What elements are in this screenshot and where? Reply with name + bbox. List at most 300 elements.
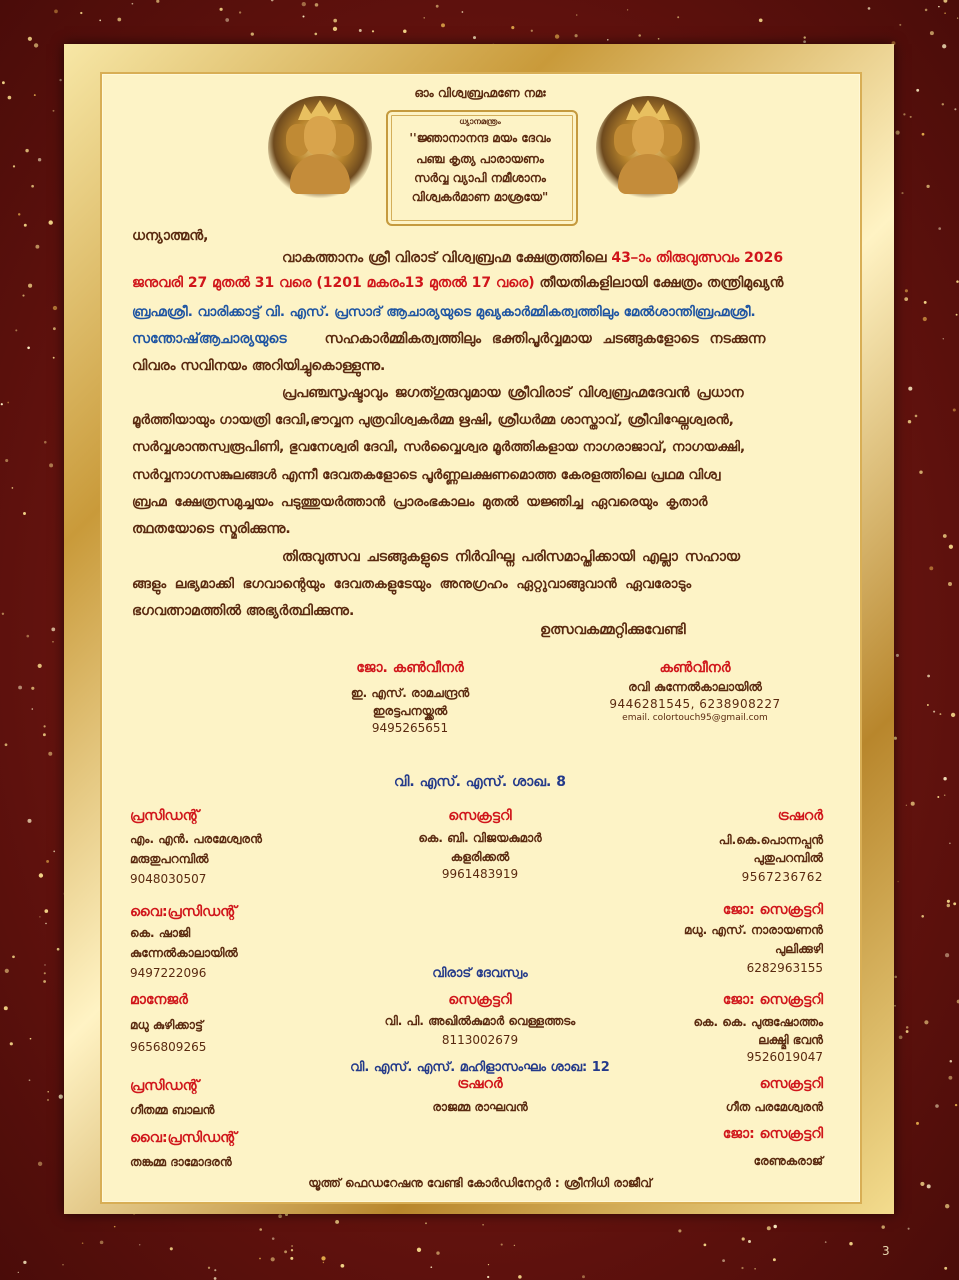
sparkle-dot	[321, 1256, 325, 1260]
sparkle-dot	[53, 327, 56, 330]
sparkle-dot	[441, 23, 445, 27]
sparkle-dot	[897, 881, 898, 882]
sparkle-dot	[425, 1222, 427, 1224]
mahila-treasurer-name: രാജമ്മ രാഘവൻ	[432, 1100, 528, 1114]
sparkle-dot	[29, 1079, 31, 1081]
sparkle-dot	[100, 1241, 104, 1245]
vss-treasurer-phone: 9567236762	[741, 870, 823, 884]
sparkle-dot	[945, 1204, 949, 1208]
sparkle-dot	[302, 2, 306, 6]
sparkle-dot	[944, 795, 945, 796]
devaswom-jt-secretary-role: ജോ: സെക്രട്ടറി	[722, 992, 823, 1008]
sparkle-dot	[34, 43, 38, 47]
sparkle-dot	[582, 1275, 585, 1278]
sparkle-dot	[501, 1244, 503, 1246]
sparkle-dot	[894, 976, 897, 979]
sparkle-dot	[949, 545, 953, 549]
sparkle-dot	[54, 10, 58, 14]
sparkle-dot	[51, 628, 55, 632]
vss-president-role: പ്രസിഡന്റ്	[130, 808, 200, 824]
sparkle-dot	[62, 1264, 63, 1265]
sparkle-dot	[908, 420, 911, 423]
sparkle-dot	[35, 245, 39, 249]
sparkle-dot	[916, 1122, 919, 1125]
sparkle-dot	[7, 402, 9, 404]
vss-title: വി. എസ്. എസ്. ശാഖ. 8	[394, 774, 566, 790]
name-text: സന്തോഷ്ആചാര്യയുടെ	[132, 331, 287, 347]
sparkle-dot	[284, 1250, 287, 1253]
vss-jt-secretary-phone: 6282963155	[746, 961, 823, 975]
letter-line: ങ്ങളും ലഭ്യമാക്കി ഭഗവാന്റെയും ദേവതകളുടേയും അനുഗ്രഹം ഏറ്റുവാങ്ങുവാൻ ഏവരോടും	[132, 576, 692, 592]
sparkle-dot	[27, 819, 31, 823]
sparkle-dot	[954, 108, 956, 110]
vss-vp-name: കെ. ഷാജി	[130, 926, 191, 940]
letter-line	[132, 275, 783, 291]
sparkle-dot	[225, 18, 229, 22]
sparkle-dot	[942, 44, 946, 48]
sparkle-dot	[949, 842, 951, 844]
sparkle-dot	[32, 708, 34, 710]
sparkle-dot	[39, 873, 43, 877]
sparkle-dot	[53, 851, 55, 853]
mantra-title: ധ്യാനമന്ത്രം	[459, 117, 501, 126]
sparkle-dot	[47, 1099, 49, 1101]
sparkle-dot	[868, 7, 871, 10]
sparkle-dot	[704, 1244, 707, 1247]
sparkle-dot	[4, 1006, 8, 1010]
sparkle-dot	[956, 314, 958, 316]
mantra-line: ''ജ്ഞാനാനന്ദ മയം ദേവം	[409, 131, 551, 145]
vss-jt-secretary-role: ജോ: സെക്രട്ടറി	[722, 902, 823, 918]
sparkle-dot	[335, 1220, 339, 1224]
text: സഹകാർമ്മികത്വത്തിലും ഭക്തിപൂർവ്വമായ ചടങ്ങുകളോടെ നടക്കുന്ന	[324, 331, 766, 347]
sparkle-dot	[59, 1095, 63, 1099]
sparkle-dot	[896, 131, 900, 135]
sparkle-dot	[80, 12, 82, 14]
sparkle-dot	[935, 1104, 939, 1108]
sparkle-dot	[576, 14, 578, 16]
sparkle-dot	[12, 955, 15, 958]
sparkle-dot	[259, 1258, 261, 1260]
sparkle-dot	[915, 415, 918, 418]
sparkle-dot	[132, 3, 134, 5]
sparkle-dot	[38, 664, 42, 668]
sparkle-dot	[920, 1182, 924, 1186]
letter-line	[132, 331, 765, 347]
devaswom-secretary-phone: 8113002679	[441, 1033, 519, 1047]
sparkle-dot	[290, 1257, 293, 1260]
sparkle-dot	[773, 1225, 776, 1228]
sparkle-dot	[251, 32, 254, 35]
sparkle-dot	[18, 213, 20, 215]
sparkle-dot	[214, 1269, 216, 1271]
sparkle-dot	[945, 953, 949, 957]
sparkle-dot	[957, 17, 958, 18]
mahila-secretary-role: സെക്രട്ടറി	[759, 1076, 823, 1092]
sparkle-dot	[53, 110, 55, 112]
sparkle-dot	[323, 1262, 324, 1263]
sparkle-dot	[38, 1162, 42, 1166]
mantra-line: വിശ്വകർമാണ മാശ്രയേ"	[411, 190, 549, 204]
sparkle-dot	[943, 777, 946, 780]
sparkle-dot	[511, 26, 514, 29]
sparkle-dot	[942, 103, 944, 105]
sparkle-dot	[849, 1242, 852, 1245]
sparkle-dot	[908, 1228, 910, 1230]
sparkle-dot	[803, 40, 806, 43]
vss-secretary-phone: 9961483919	[441, 867, 519, 881]
festival-dates: ജനുവരി 27 മുതൽ 31 വരെ (1201 മകരം13 മുതൽ 17 വരെ)	[132, 275, 535, 291]
sparkle-dot	[18, 686, 22, 690]
devaswom-title: വിരാട് ദേവസ്വം	[432, 966, 528, 981]
mahila-vp-role: വൈ:പ്രസിഡന്റ്	[130, 1130, 237, 1146]
jt-convener-house: ഇരട്ടപനയ്ക്കൽ	[372, 704, 448, 718]
sparkle-dot	[938, 227, 941, 230]
sparkle-dot	[28, 284, 32, 288]
sparkle-dot	[767, 1226, 771, 1230]
sparkle-dot	[924, 1020, 928, 1024]
sparkle-dot	[27, 346, 30, 349]
sparkle-dot	[943, 338, 944, 339]
sparkle-dot	[39, 916, 40, 917]
sparkle-dot	[1, 403, 3, 405]
deity-image-right	[596, 96, 700, 200]
letter-line: വിവരം സവിനയം അറിയിച്ചുകൊള്ളുന്നു.	[132, 358, 386, 374]
sparkle-dot	[170, 1247, 173, 1250]
sparkle-dot	[43, 980, 46, 983]
sparkle-dot	[951, 713, 955, 717]
sparkle-dot	[531, 30, 533, 32]
sparkle-dot	[896, 654, 899, 657]
sparkle-dot	[47, 1091, 49, 1093]
sparkle-dot	[742, 1237, 745, 1240]
letter-line: മൂർത്തിയായും ഗായത്രി ദേവി,ഭൗവ്വന പുത്രവിശ്വകർമ്മ ഋഷി, ശ്രീധർമ്മ ശാസ്താവ്, ശ്രീവിഘ്നേശ്വരൻ,	[132, 412, 734, 428]
vss-vp-house: കുന്നേൽകാലായിൽ	[130, 946, 238, 960]
sparkle-dot	[45, 923, 46, 924]
sparkle-dot	[741, 1267, 743, 1269]
vss-secretary-role: സെക്രട്ടറി	[448, 808, 512, 824]
sparkle-dot	[49, 220, 53, 224]
sparkle-dot	[359, 29, 362, 32]
sparkle-dot	[937, 796, 939, 798]
sparkle-dot	[82, 1242, 84, 1244]
vss-treasurer-name: പി.കെ.പൊന്നപ്പൻ	[718, 833, 823, 847]
sparkle-dot	[291, 1249, 293, 1251]
vss-jt-secretary-name: മധു. എസ്. നാരായണൻ	[683, 923, 823, 937]
letter-line: സർവ്വശാന്തസ്വരൂപിണി, ഭുവനേശ്വരി ദേവി, സർവ്വൈശ്വര മൂർത്തികളായ നാഗരാജാവ്, നാഗയക്ഷി,	[132, 439, 746, 455]
sparkle-dot	[114, 1226, 116, 1228]
sparkle-dot	[943, 534, 947, 538]
sparkle-dot	[927, 1184, 931, 1188]
sparkle-dot	[430, 1266, 432, 1268]
vss-secretary-name: കെ. ബി. വിജയകുമാർ	[418, 831, 542, 845]
sparkle-dot	[8, 96, 12, 100]
sparkle-dot	[575, 34, 578, 37]
sparkle-dot	[2, 613, 4, 615]
sparkle-dot	[43, 733, 46, 736]
sparkle-dot	[38, 158, 41, 161]
sparkle-dot	[31, 185, 34, 188]
devaswom-manager-name: മധു കുഴിക്കാട്ട്	[130, 1018, 203, 1032]
mahila-president-name: ഗീതമ്മ ബാലൻ	[130, 1103, 215, 1117]
sparkle-dot	[341, 1264, 345, 1268]
sparkle-dot	[925, 9, 928, 12]
sparkle-dot	[46, 860, 49, 863]
sparkle-dot	[291, 1245, 293, 1247]
sparkle-dot	[487, 1276, 489, 1278]
sparkle-dot	[403, 29, 407, 33]
invocation: ഓം വിശ്വബ്രഹ്മണേ നമഃ	[414, 86, 546, 100]
sparkle-dot	[272, 1237, 275, 1240]
letter-line	[282, 250, 783, 266]
sparkle-dot	[924, 301, 927, 304]
sparkle-dot	[948, 1076, 952, 1080]
sparkle-dot	[49, 463, 53, 467]
convener-phone: 9446281545, 6238908227	[609, 697, 781, 711]
sparkle-dot	[315, 3, 319, 7]
sparkle-dot	[555, 34, 559, 38]
sparkle-dot	[908, 387, 912, 391]
salutation: ധന്യാത്മൻ,	[132, 228, 209, 244]
sparkle-dot	[825, 1241, 827, 1243]
sparkle-dot	[30, 1038, 32, 1040]
sparkle-dot	[259, 1228, 262, 1231]
vss-treasurer-house: പുതുപറമ്പിൽ	[753, 851, 823, 865]
sparkle-dot	[333, 27, 337, 31]
vss-president-phone: 9048030507	[130, 872, 207, 886]
sparkle-dot	[947, 900, 950, 903]
sparkle-dot	[12, 487, 14, 489]
sparkle-dot	[5, 969, 9, 973]
sparkle-dot	[271, 0, 274, 1]
sparkle-dot	[911, 802, 915, 806]
sparkle-dot	[926, 185, 929, 188]
mahila-title: വി. എസ്. എസ്. മഹിളാസംഘം ശാഖ: 12	[350, 1060, 610, 1075]
letter-line: പ്രപഞ്ചസൃഷ്ടാവും ജഗത്ഗുരുവുമായ ശ്രീവിരാട് വിശ്വബ്രഹ്മദേവൻ പ്രധാന	[282, 385, 744, 401]
sparkle-dot	[678, 1229, 681, 1232]
coordinator-line: യൂത്ത് ഫെഡറേഷനു വേണ്ടി കോർഡിനേറ്റർ : ശ്രീനിധി രാജീവ്	[308, 1176, 652, 1190]
sparkle-dot	[804, 36, 806, 38]
sparkle-dot	[916, 89, 919, 92]
sparkle-dot	[953, 408, 956, 411]
sparkle-dot	[57, 948, 60, 951]
sparkle-dot	[219, 8, 222, 11]
sparkle-dot	[44, 972, 46, 974]
sparkle-dot	[31, 687, 34, 690]
sparkle-dot	[26, 635, 29, 638]
sparkle-dot	[950, 1060, 953, 1063]
sparkle-dot	[906, 1030, 909, 1033]
sparkle-dot	[955, 1104, 957, 1106]
sparkle-dot	[930, 31, 934, 35]
sparkle-dot	[929, 566, 933, 570]
sparkle-dot	[922, 133, 925, 136]
sparkle-dot	[939, 713, 941, 715]
letter-line: സർവ്വനാഗസങ്കുലങ്ങൾ എന്നീ ദേവതകളോടെ പൂർണ്ണലക്ഷണമൊത്ത കേരളത്തിലെ പ്രഥമ വിശ്വ	[132, 467, 721, 483]
devaswom-manager-phone: 9656809265	[130, 1040, 207, 1054]
mahila-secretary-name: ഗീത പരമേശ്വരൻ	[725, 1100, 823, 1114]
sparkle-dot	[518, 1275, 522, 1279]
page-number: 3	[882, 1244, 890, 1258]
letter-line: ബ്രഹ്മശ്രീ. വാരിക്കാട്ട് വി. എസ്. പ്രസാദ് ആചാര്യയുടെ മുഖ്യകാർമ്മികത്വത്തിലും മേൽശാന്തിബ്രഹ്മശ്രീ.	[132, 304, 756, 320]
text: വാകത്താനം ശ്രീ വിരാട് വിശ്വബ്രഹ്മ ക്ഷേത്രത്തിലെ	[282, 250, 612, 266]
sparkle-dot	[44, 964, 45, 965]
vss-vp-phone: 9497222096	[130, 966, 207, 980]
sparkle-dot	[99, 20, 101, 22]
sparkle-dot	[372, 30, 374, 32]
sparkle-dot	[34, 94, 36, 96]
sparkle-dot	[462, 11, 464, 13]
sparkle-dot	[117, 18, 121, 22]
sparkle-dot	[23, 1261, 26, 1264]
devaswom-jt-secretary-name: കെ. കെ. പുരുഷോത്തം	[693, 1015, 823, 1029]
letter-line: ത്ഥതയോടെ സ്മരിക്കുന്നു.	[132, 521, 291, 537]
sparkle-dot	[904, 297, 908, 301]
mantra-line: പഞ്ച കൃത്യ പാരായണം	[416, 152, 544, 166]
sparkle-dot	[271, 1257, 275, 1261]
devaswom-jt-secretary-house: ലക്ഷ്മി ഭവൻ	[758, 1033, 823, 1047]
sparkle-dot	[899, 1035, 903, 1039]
sparkle-dot	[10, 1042, 13, 1045]
sparkle-dot	[302, 15, 304, 17]
sparkle-dot	[25, 149, 28, 152]
sparkle-dot	[894, 737, 897, 740]
mahila-jt-secretary-name: രേണുകരാജ്	[753, 1154, 823, 1168]
sparkle-dot	[5, 743, 8, 746]
sparkle-dot	[23, 512, 26, 515]
convener-role: കൺവീനർ	[659, 660, 731, 676]
vss-vp-role: വൈ:പ്രസിഡന്റ്	[130, 904, 237, 920]
sparkle-dot	[938, 6, 940, 8]
devaswom-manager-role: മാനേജർ	[130, 992, 188, 1008]
closing: ഉത്സവകമ്മറ്റിക്കുവേണ്ടി	[540, 622, 686, 638]
highlight-text: 43–ാം തിരുവുത്സവം 2026	[611, 250, 784, 266]
sparkle-dot	[333, 19, 337, 23]
convener-email: email. colortouch95@gmail.com	[622, 713, 768, 723]
sparkle-dot	[44, 725, 46, 727]
sparkle-dot	[473, 36, 476, 39]
sparkle-dot	[48, 752, 52, 756]
sparkle-dot	[239, 11, 241, 13]
sparkle-dot	[52, 641, 54, 643]
sparkle-dot	[927, 675, 930, 678]
devaswom-jt-secretary-phone: 9526019047	[746, 1050, 823, 1064]
jt-convener-name: ഇ. എസ്. രാമചന്ദ്രൻ	[350, 686, 470, 700]
sparkle-dot	[15, 329, 17, 331]
sparkle-dot	[903, 113, 905, 115]
sparkle-dot	[759, 18, 763, 22]
sparkle-dot	[44, 441, 47, 444]
sparkle-dot	[514, 1245, 515, 1246]
sparkle-dot	[956, 280, 959, 283]
sparkle-dot	[894, 1005, 896, 1007]
sparkle-dot	[905, 289, 908, 292]
sparkle-dot	[906, 1026, 909, 1029]
sparkle-dot	[482, 1224, 484, 1226]
sparkle-dot	[424, 17, 425, 18]
vss-president-name: എം. എൻ. പരമേശ്വരൻ	[130, 832, 262, 846]
sparkle-dot	[314, 33, 317, 36]
jt-convener-phone: 9495265651	[371, 721, 449, 735]
sparkle-dot	[44, 909, 48, 913]
mahila-jt-secretary-role: ജോ: സെക്രട്ടറി	[722, 1126, 823, 1142]
sparkle-dot	[943, 0, 947, 3]
mantra-box	[386, 110, 578, 226]
sparkle-dot	[748, 1240, 751, 1243]
sparkle-dot	[28, 37, 32, 41]
sparkle-dot	[947, 904, 950, 907]
sparkle-dot	[881, 1225, 884, 1228]
letter-line: ബ്രഹ്മ ക്ഷേത്രസമുച്ചയം പടുത്തുയർത്താൻ പ്രാരംഭകാലം മുതൽ യജ്ഞിച്ച ഏവരെയും കൃതാർ	[132, 494, 708, 510]
sparkle-dot	[2, 81, 5, 84]
devaswom-secretary-name: വി. പി. അഖിൽകുമാർ വെള്ളത്തടം	[384, 1014, 576, 1028]
sparkle-dot	[910, 116, 912, 118]
sparkle-dot	[59, 79, 61, 81]
sparkle-dot	[436, 1251, 439, 1254]
mantra-line: സർവ്വ വ്യാപി നമീശാനം	[414, 171, 546, 185]
sparkle-dot	[18, 1272, 19, 1273]
vss-president-house: മരുതുപറമ്പിൽ	[130, 852, 209, 866]
sparkle-dot	[899, 24, 901, 26]
sparkle-dot	[953, 902, 956, 905]
sparkle-dot	[417, 1248, 421, 1252]
sparkle-dot	[214, 1277, 217, 1280]
sparkle-dot	[13, 165, 15, 167]
vss-treasurer-role: ട്രഷറർ	[777, 808, 823, 824]
mahila-president-role: പ്രസിഡന്റ്	[130, 1078, 200, 1094]
sparkle-dot	[156, 0, 159, 3]
devaswom-secretary-role: സെക്രട്ടറി	[448, 992, 512, 1008]
sparkle-dot	[933, 711, 935, 713]
sparkle-dot	[53, 306, 57, 310]
mahila-vp-name: തങ്കമ്മ ദാമോദരൻ	[130, 1155, 232, 1169]
sparkle-dot	[677, 16, 679, 18]
sparkle-dot	[5, 459, 8, 462]
text: തീയതികളിലായി ക്ഷേത്രം തന്ത്രിമുഖ്യൻ	[534, 275, 784, 291]
vss-jt-secretary-house: പുലിക്കുഴി	[774, 942, 823, 956]
letter-line: ഭഗവത്നാമത്തിൽ അഭ്യർത്ഥിക്കുന്നു.	[132, 603, 355, 619]
sparkle-dot	[53, 357, 55, 359]
sparkle-dot	[944, 12, 946, 14]
sparkle-dot	[927, 704, 929, 706]
deity-image-left	[268, 96, 372, 200]
sparkle-dot	[919, 470, 922, 473]
letter-line: തിരുവുത്സവ ചടങ്ങുകളുടെ നിർവിഘ്ന പരിസമാപ്തിക്കായി എല്ലാ സഹായ	[282, 549, 741, 565]
sparkle-dot	[901, 192, 903, 194]
sparkle-dot	[923, 317, 927, 321]
sparkle-dot	[607, 39, 609, 41]
jt-convener-role: ജോ. കൺവീനർ	[356, 660, 464, 676]
vss-secretary-house: കളരിക്കൽ	[450, 850, 510, 864]
sparkle-dot	[278, 1214, 282, 1218]
sparkle-dot	[944, 1267, 947, 1270]
sparkle-dot	[773, 1258, 776, 1261]
sparkle-dot	[638, 34, 641, 37]
sparkle-dot	[658, 38, 660, 40]
sparkle-dot	[24, 224, 27, 227]
sparkle-dot	[754, 1268, 756, 1270]
convener-name: രവി കുന്നേൽകാലായിൽ	[628, 680, 762, 694]
sparkle-dot	[139, 1244, 140, 1245]
sparkle-dot	[627, 9, 628, 10]
sparkle-dot	[948, 582, 952, 586]
mahila-treasurer-role: ട്രഷറർ	[457, 1076, 503, 1092]
sparkle-dot	[722, 1259, 725, 1262]
sparkle-dot	[436, 5, 439, 8]
sparkle-dot	[921, 915, 924, 918]
sparkle-dot	[488, 1264, 489, 1265]
sparkle-dot	[22, 295, 24, 297]
